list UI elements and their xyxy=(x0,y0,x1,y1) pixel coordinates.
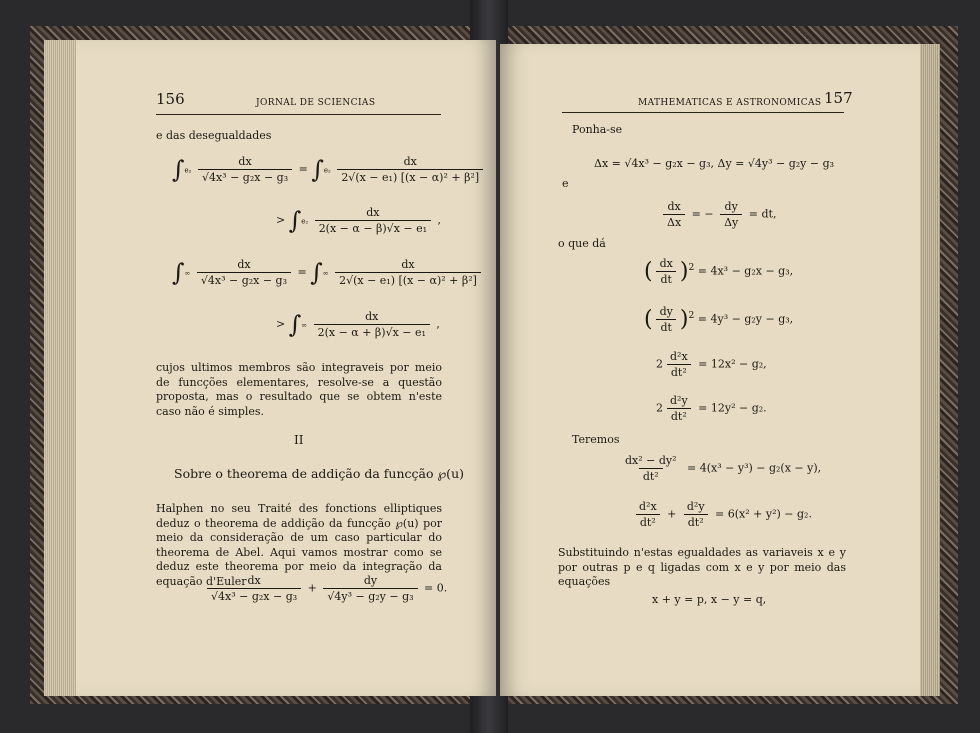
conjunction-e: e xyxy=(562,177,569,190)
numerator: dy xyxy=(724,200,738,213)
integral-sign: ∫ xyxy=(288,310,302,339)
numerator: dx xyxy=(238,155,252,168)
inequality-4 xyxy=(276,310,440,339)
numerator: dy xyxy=(659,305,673,318)
trailing-punctuation: , xyxy=(436,317,440,331)
integral-sign: ∫ xyxy=(310,258,323,287)
inequality-2 xyxy=(276,206,441,235)
numerator: dy xyxy=(363,574,378,587)
upper-limit: e₂ xyxy=(323,166,331,175)
right-hand-side: = 12y² − g₂. xyxy=(698,401,767,415)
denominator: Δx xyxy=(663,214,685,229)
dy-squared-equation xyxy=(644,305,793,334)
equals-sign: = xyxy=(298,162,308,176)
dt-equation xyxy=(660,200,776,229)
numerator: dx xyxy=(403,155,417,168)
denominator: dt² xyxy=(639,468,663,483)
d2x-equation xyxy=(656,350,767,379)
euler-equation xyxy=(204,574,447,603)
denominator: √4x³ − g₂x − g₃ xyxy=(207,588,301,603)
numerator: dx xyxy=(401,258,415,271)
final-equations: x + y = p, x − y = q, xyxy=(652,593,767,606)
difference-equation xyxy=(618,454,821,483)
denominator: dt² xyxy=(636,514,660,529)
upper-limit: e₂ xyxy=(301,217,309,226)
teremos-text: Teremos xyxy=(572,433,620,446)
exponent: 2 xyxy=(688,261,695,273)
denominator: 2(x − α + β)√x − e₁ xyxy=(314,324,430,339)
numerator: d²y xyxy=(670,394,688,407)
page-number: 156 xyxy=(156,90,185,108)
left-paren: ( xyxy=(644,259,653,284)
numerator: dx xyxy=(667,200,681,213)
inequality-3 xyxy=(172,258,484,287)
right-paren: ) xyxy=(679,259,689,284)
exponent: 2 xyxy=(688,309,695,321)
denominator: 2√(x − e₁) [(x − α)² + β²] xyxy=(335,272,481,287)
numerator: dx xyxy=(365,310,379,323)
inequality-1 xyxy=(172,155,486,184)
paragraph-halphen: Halphen no seu Traité des fonctions elliptiques deduz o theorema de addição da funcção ℘(u) por meio da consideração de um caso particular do theorema de Abel. Aqui vamos mostrar como se deduz este theorema por meio da integração da equação d'Euler xyxy=(156,502,442,588)
paragraph-substitution: Substituindo n'estas egualdades as variaveis x e y por outras p e q ligadas com x e y por meio das equações xyxy=(558,546,846,588)
plus-sign: + xyxy=(667,507,677,521)
right-hand-side: = 4y³ − g₂y − g₃, xyxy=(697,312,794,326)
upper-limit: ∞ xyxy=(301,321,308,330)
right-page xyxy=(500,44,920,696)
running-head: JORNAL DE SCIENCIAS xyxy=(256,98,376,108)
delta-definitions: Δx = √4x³ − g₂x − g₃, Δy = √4y³ − g₂y − g₃ xyxy=(594,157,835,170)
page-edges-right xyxy=(918,44,940,696)
sum-equation xyxy=(632,500,812,529)
page-number: 157 xyxy=(824,89,853,107)
o-que-da-text: o que dá xyxy=(558,237,606,250)
equals-minus: = − xyxy=(691,207,714,221)
numerator: d²x xyxy=(670,350,688,363)
right-hand-side: = 12x² − g₂, xyxy=(698,357,767,371)
denominator: Δy xyxy=(720,214,742,229)
numerator: dx xyxy=(237,258,251,271)
section-title: Sobre o theorema de addição da funcção ℘(u) xyxy=(174,466,464,481)
right-hand-side: = 4x³ − g₂x − g₃, xyxy=(697,264,794,278)
greater-than-sign: > xyxy=(276,213,286,227)
denominator: dt xyxy=(656,319,675,334)
numerator: dx xyxy=(659,257,673,270)
ponha-se-text: Ponha-se xyxy=(572,123,623,136)
upper-limit: ∞ xyxy=(184,269,191,278)
numerator: dx xyxy=(366,206,380,219)
denominator: √4x³ − g₂x − g₃ xyxy=(197,272,291,287)
equals-dt: = dt, xyxy=(748,207,777,221)
right-paren: ) xyxy=(679,307,689,332)
right-hand-side: = 6(x² + y²) − g₂. xyxy=(715,507,812,521)
greater-than-sign: > xyxy=(276,317,286,331)
numerator: dx² − dy² xyxy=(625,454,677,467)
denominator: 2(x − α − β)√x − e₁ xyxy=(315,220,431,235)
left-paren: ( xyxy=(644,307,653,332)
plus-sign: + xyxy=(307,581,317,595)
page-edges-left xyxy=(44,40,78,696)
right-hand-side: = 4(x³ − y³) − g₂(x − y), xyxy=(687,461,822,475)
dx-squared-equation xyxy=(644,257,793,286)
header-rule xyxy=(156,114,441,115)
header-rule xyxy=(562,112,844,113)
integral-sign: ∫ xyxy=(311,155,324,184)
integral-sign: ∫ xyxy=(172,258,185,287)
numerator: d²x xyxy=(639,500,657,513)
coefficient: 2 xyxy=(656,357,663,371)
coefficient: 2 xyxy=(656,401,663,415)
numerator: d²y xyxy=(686,500,705,513)
integral-sign: ∫ xyxy=(288,206,302,235)
equals-zero: = 0. xyxy=(424,581,448,595)
upper-limit: e₂ xyxy=(184,166,192,175)
paragraph-conclusion: cujos ultimos membros são integraveis por meio de funcções elementares, resolve-se a questão proposta, mas o resultado que se obtem n'este caso não é simples. xyxy=(156,361,442,418)
denominator: 2√(x − e₁) [(x − α)² + β²] xyxy=(337,169,483,184)
numerator: dx xyxy=(247,574,261,587)
denominator: dt xyxy=(656,271,675,286)
trailing-punctuation: , xyxy=(437,213,442,227)
intro-text: e das desegualdades xyxy=(156,129,272,142)
section-number: II xyxy=(294,433,304,447)
d2y-equation xyxy=(656,394,767,423)
denominator: dt² xyxy=(667,408,691,423)
upper-limit: ∞ xyxy=(322,269,329,278)
running-head: MATHEMATICAS E ASTRONOMICAS xyxy=(638,98,822,108)
integral-sign: ∫ xyxy=(172,155,185,184)
denominator: √4x³ − g₂x − g₃ xyxy=(198,169,292,184)
denominator: dt² xyxy=(667,364,691,379)
left-page xyxy=(76,40,496,696)
equals-sign: = xyxy=(297,265,307,279)
denominator: dt² xyxy=(684,514,708,529)
denominator: √4y³ − g₂y − g₃ xyxy=(323,588,417,603)
